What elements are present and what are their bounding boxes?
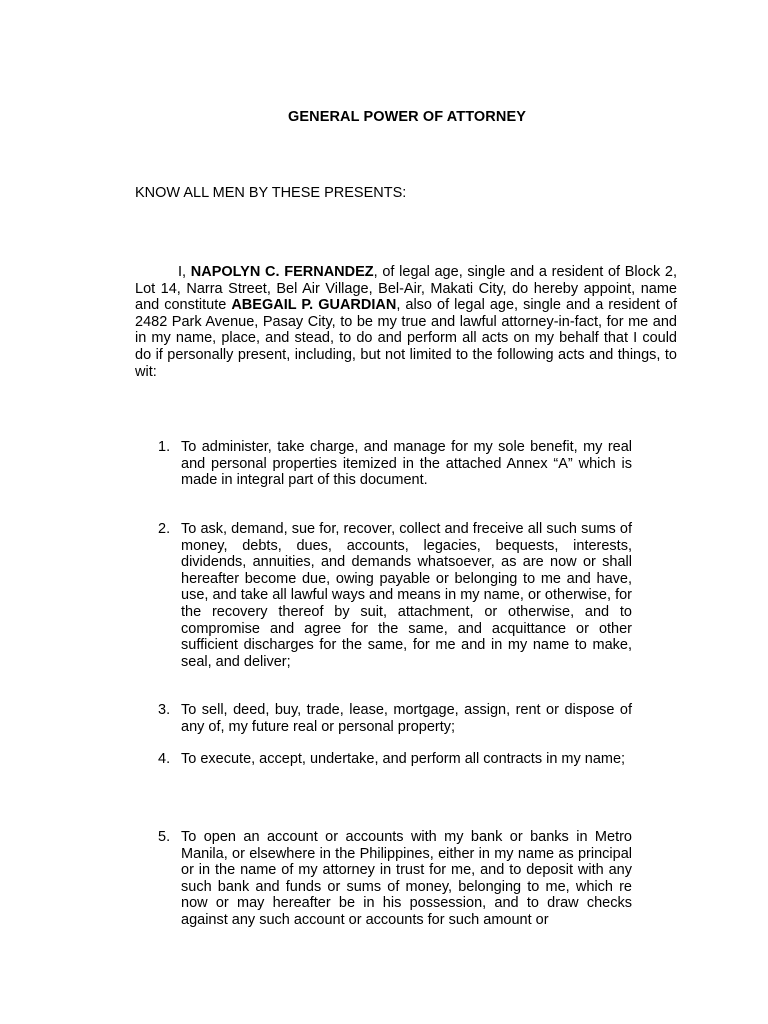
item-text: To execute, accept, undertake, and perform all contracts in my name; <box>181 751 626 767</box>
document-title: GENERAL POWER OF ATTORNEY <box>287 109 526 125</box>
item-number: 2. <box>158 521 171 537</box>
intro-text-2: , of legal age, single and a resident of Block 2, Lot 14, Narra Street, Bel Air Village, Bel-Air, Makati City, do hereby appoint, name and constitute <box>135 264 677 314</box>
item-number: 4. <box>158 751 171 767</box>
list-item <box>158 521 632 670</box>
list-item <box>158 439 632 489</box>
item-text: To ask, demand, sue for, recover, collect and freceive all such sums of money, debts, dues, accounts, legacies, bequests, interests, dividends, annuities, and demands whatsoever, as are now or shall hereafter become due, owing payable or belonging to me and have, use, and take all lawful ways and means in my name, or otherwise, for the recovery thereof by suit, attachment, or otherwise, and to compromise and agree for the same, and acquittance or other sufficient discharges for the same, for me and in my name to make, seal, and deliver; <box>181 521 632 670</box>
salutation: KNOW ALL MEN BY THESE PRESENTS: <box>135 185 407 201</box>
item-number: 1. <box>158 439 171 455</box>
item-text: To sell, deed, buy, trade, lease, mortgage, assign, rent or dispose of any of, my future real or personal property; <box>181 702 632 735</box>
item-text: To administer, take charge, and manage for my sole benefit, my real and personal properties itemized in the attached Annex “A” which is made in integral part of this document. <box>181 439 632 489</box>
list-item <box>158 702 632 735</box>
item-number: 3. <box>158 702 171 718</box>
item-number: 5. <box>158 829 171 845</box>
intro-text-1: I, <box>178 264 191 280</box>
list-item <box>158 751 632 768</box>
principal-name: NAPOLYN C. FERNANDEZ <box>190 264 374 280</box>
item-text: To open an account or accounts with my bank or banks in Metro Manila, or elsewhere in the Philippines, either in my name as principal or in the name of my attorney in trust for me, and to deposit with any such bank and funds or sums of money, belonging to me, which re now or may hereafter be in his possession, and to draw checks against any such account or accounts for such amount or <box>181 829 632 928</box>
list-item <box>158 829 632 929</box>
intro-text-3: , also of legal age, single and a resident of 2482 Park Avenue, Pasay City, to be my true and lawful attorney-in-fact, for me and in my name, place, and stead, to do and perform all acts on my behalf that I could do if personally present, including, but not limited to the following acts and things, to wit: <box>135 297 677 380</box>
attorney-name: ABEGAIL P. GUARDIAN <box>231 297 397 314</box>
intro-paragraph <box>135 264 677 380</box>
